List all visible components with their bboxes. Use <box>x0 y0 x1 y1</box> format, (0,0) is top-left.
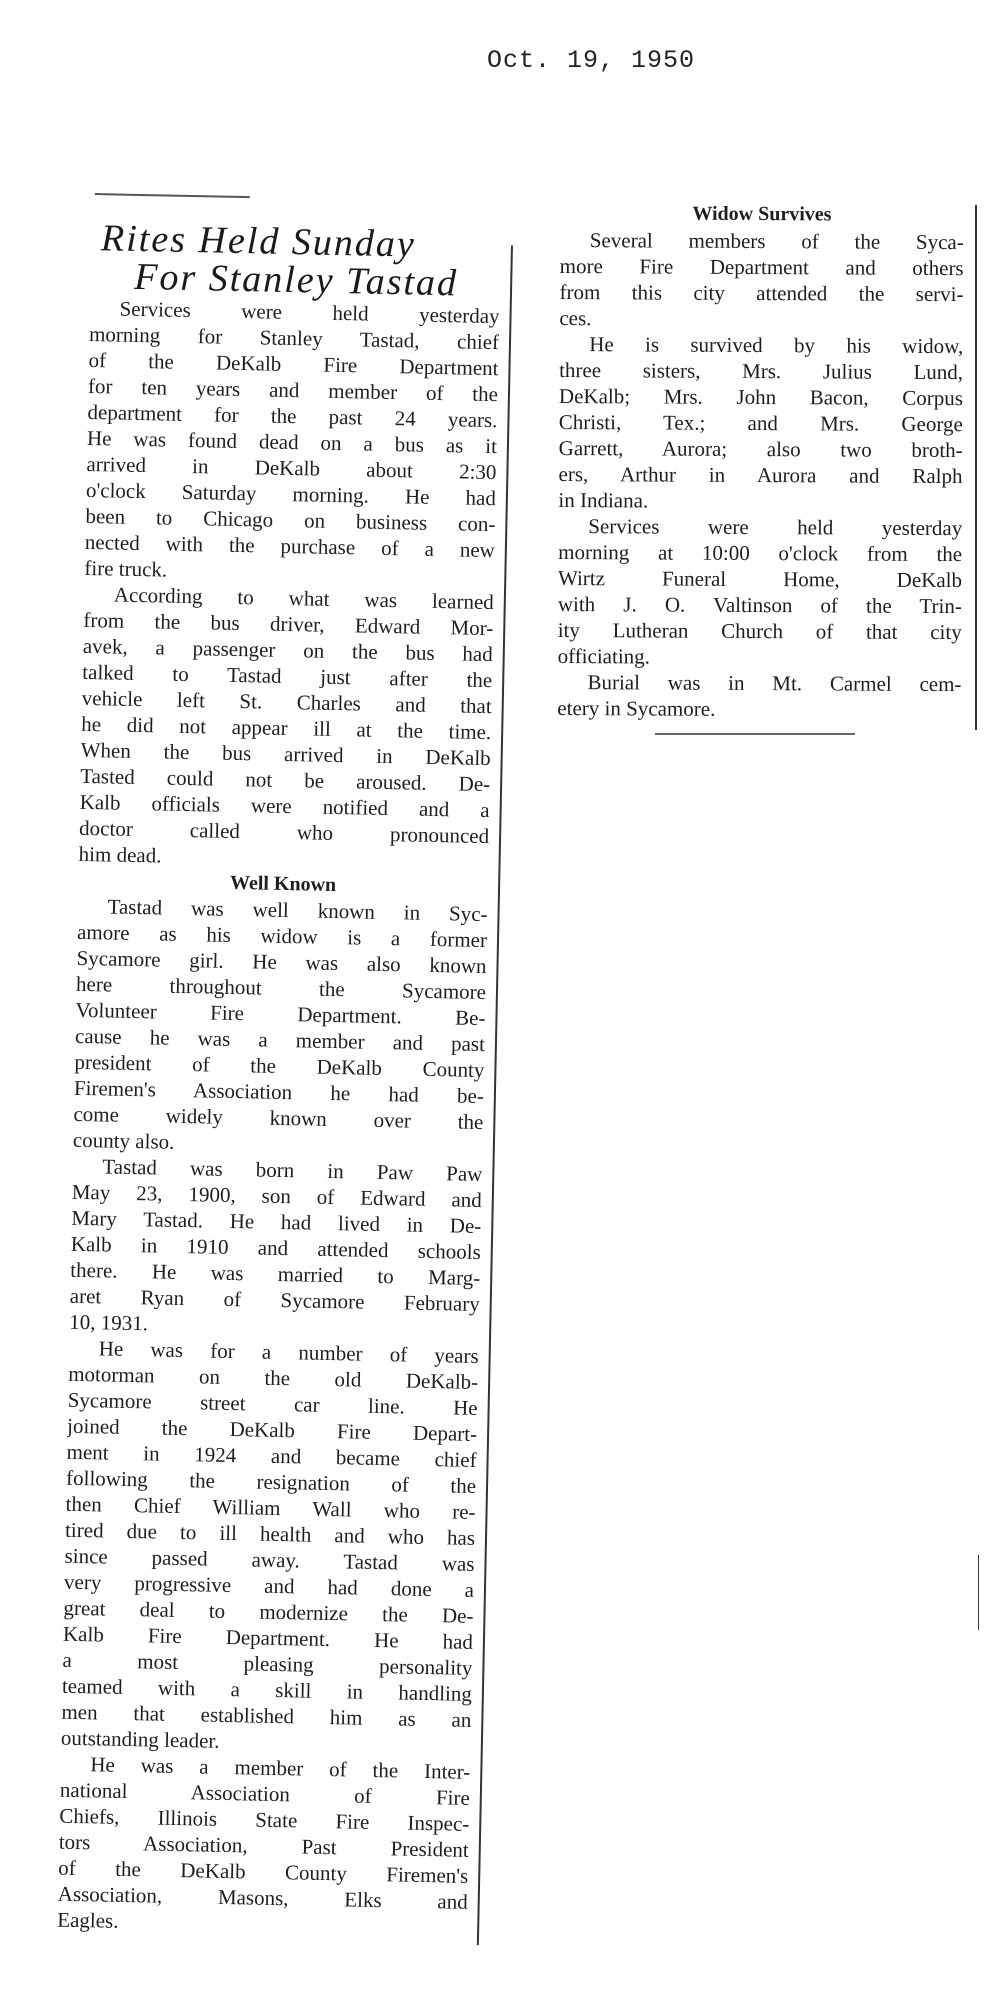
paragraph <box>78 581 494 875</box>
text-line: doctor called who pronounced <box>78 815 490 849</box>
text-line: fire truck. <box>84 555 168 582</box>
text-line: joined the DeKalb Fire Depart- <box>66 1413 478 1446</box>
paragraph <box>61 1335 479 1759</box>
text-line: Chiefs, Illinois State Fire Inspec- <box>59 1803 470 1836</box>
text-line: He was for a number of years <box>98 1336 479 1368</box>
text-line: tired due to ill health and who has <box>64 1517 476 1550</box>
text-line: Association, Masons, Elks and <box>57 1881 468 1914</box>
text-line: here throughout the Sycamore <box>75 971 487 1005</box>
text-line: He was found dead on a bus as it <box>86 425 498 459</box>
text-line: national Association of Fire <box>59 1777 471 1810</box>
text-line: Kalb officials were notified and a <box>79 789 490 823</box>
text-line: According to what was learned <box>113 582 495 615</box>
text-line: arrived in DeKalb about 2:30 <box>86 451 497 485</box>
text-line: of the DeKalb Fire Department <box>88 347 499 381</box>
text-line: in Indiana. <box>558 487 649 513</box>
paragraph <box>558 513 963 671</box>
text-line: aret Ryan of Sycamore February <box>69 1283 480 1317</box>
text-line: ity Lutheran Church of that city <box>557 617 962 645</box>
text-line: Several members of the Syca- <box>589 228 964 255</box>
subhead-widow-survives: Widow Survives <box>692 202 832 226</box>
text-line: very progressive and had done a <box>63 1569 475 1602</box>
text-line: from the bus driver, Edward Mor- <box>83 607 494 641</box>
subhead: Well Known <box>229 871 337 897</box>
text-line: vehicle left St. Charles and that <box>81 685 492 719</box>
text-line: 10, 1931. <box>69 1309 149 1336</box>
text-line: Kalb in 1910 and attended schools <box>70 1231 482 1265</box>
text-line: He is survived by his widow, <box>589 332 964 359</box>
text-line: talked to Tastad just after the <box>82 659 493 693</box>
text-line: tors Association, Past President <box>58 1829 470 1862</box>
text-line: with J. O. Valtinson of the Trin- <box>557 591 962 619</box>
text-line: officiating. <box>557 643 651 669</box>
text-line: DeKalb; Mrs. John Bacon, Corpus <box>558 383 964 411</box>
article-left-column <box>57 190 502 1933</box>
text-line: been to Chicago on business con- <box>85 503 496 537</box>
text-line: outstanding leader. <box>60 1725 220 1753</box>
paragraph <box>57 1751 471 1941</box>
text-line: amore as his widow is a former <box>76 919 488 953</box>
left-column-body <box>57 295 500 1941</box>
text-line: come widely known over the <box>73 1101 484 1135</box>
text-line: following the resignation of the <box>65 1465 477 1498</box>
paragraph <box>559 227 964 333</box>
text-line: Tastad was born in Paw Paw <box>102 1154 483 1187</box>
text-line: Christi, Tex.; and Mrs. George <box>558 409 963 437</box>
text-line: then Chief William Wall who re- <box>65 1491 476 1524</box>
text-line: Firemen's Association he had be- <box>73 1075 485 1109</box>
text-line: Sycamore street car line. He <box>67 1387 478 1420</box>
text-line: a most pleasing personality <box>62 1647 473 1680</box>
text-line: more Fire Department and others <box>559 253 964 281</box>
clipping-date: Oct. 19, 1950 <box>487 46 696 75</box>
text-line: ment in 1924 and became chief <box>66 1439 477 1472</box>
paragraph <box>557 669 961 723</box>
text-line: Services were held yesterday <box>588 514 963 541</box>
text-line: president of the DeKalb County <box>74 1049 485 1083</box>
paragraph <box>69 1153 483 1343</box>
text-line: there. He was married to Marg- <box>70 1257 481 1291</box>
adjacent-column-edge <box>978 1555 979 1630</box>
text-line: for ten years and member of the <box>87 373 499 407</box>
text-line: morning at 10:00 o'clock from the <box>558 539 963 567</box>
paragraph <box>73 893 488 1161</box>
text-line: Tastad was well known in Syc- <box>107 894 488 927</box>
headline-line-1: Rites Held Sunday <box>100 217 417 266</box>
text-line: motorman on the old DeKalb- <box>67 1361 479 1394</box>
headline-line-2: For Stanley Tastad <box>133 255 459 305</box>
text-line: Eagles. <box>57 1907 119 1933</box>
text-line: May 23, 1900, son of Edward and <box>71 1179 483 1213</box>
text-line: from this city attended the servi- <box>559 279 964 307</box>
right-border-rule <box>975 205 977 730</box>
text-line: him dead. <box>78 841 162 868</box>
text-line: o'clock Saturday morning. He had <box>85 477 497 511</box>
text-line: avek, a passenger on the bus had <box>82 633 494 667</box>
text-line: Mary Tastad. He had lived in De- <box>71 1205 482 1239</box>
text-line: three sisters, Mrs. Julius Lund, <box>559 357 964 385</box>
text-line: of the DeKalb County Firemen's <box>58 1855 469 1888</box>
text-line: men that established him as an <box>61 1699 472 1732</box>
text-line: Volunteer Fire Department. Be- <box>75 997 486 1031</box>
right-column-body <box>557 227 964 723</box>
text-line: teamed with a skill in handling <box>61 1673 473 1706</box>
text-line: Sycamore girl. He was also known <box>76 945 487 979</box>
text-line: ers, Arthur in Aurora and Ralph <box>558 461 963 489</box>
text-line: Wirtz Funeral Home, DeKalb <box>557 565 963 593</box>
text-line: county also. <box>72 1127 175 1154</box>
text-line: When the bus arrived in DeKalb <box>80 737 491 771</box>
text-line: department for the past 24 years. <box>87 399 498 433</box>
paragraph <box>558 331 963 515</box>
text-line: since passed away. Tastad was <box>64 1543 475 1576</box>
text-line: great deal to modernize the De- <box>63 1595 474 1628</box>
article-right-column <box>557 200 964 721</box>
text-line: He was a member of the Inter- <box>90 1752 471 1784</box>
text-line: Tasted could not be aroused. De- <box>79 763 491 797</box>
text-line: cause he was a member and past <box>74 1023 486 1057</box>
paragraph <box>84 295 500 589</box>
top-rule <box>95 193 250 198</box>
text-line: etery in Sycamore. <box>557 695 716 721</box>
text-line: Burial was in Mt. Carmel cem- <box>587 670 962 697</box>
text-line: Garrett, Aurora; also two broth- <box>558 435 963 463</box>
text-line: Kalb Fire Department. He had <box>62 1621 474 1654</box>
text-line: Services were held yesterday <box>119 296 500 329</box>
end-rule <box>655 733 855 735</box>
text-line: he did not appear ill at the time. <box>81 711 492 745</box>
text-line: nected with the purchase of a new <box>84 529 496 563</box>
text-line: morning for Stanley Tastad, chief <box>88 321 500 355</box>
text-line: ces. <box>559 305 592 331</box>
